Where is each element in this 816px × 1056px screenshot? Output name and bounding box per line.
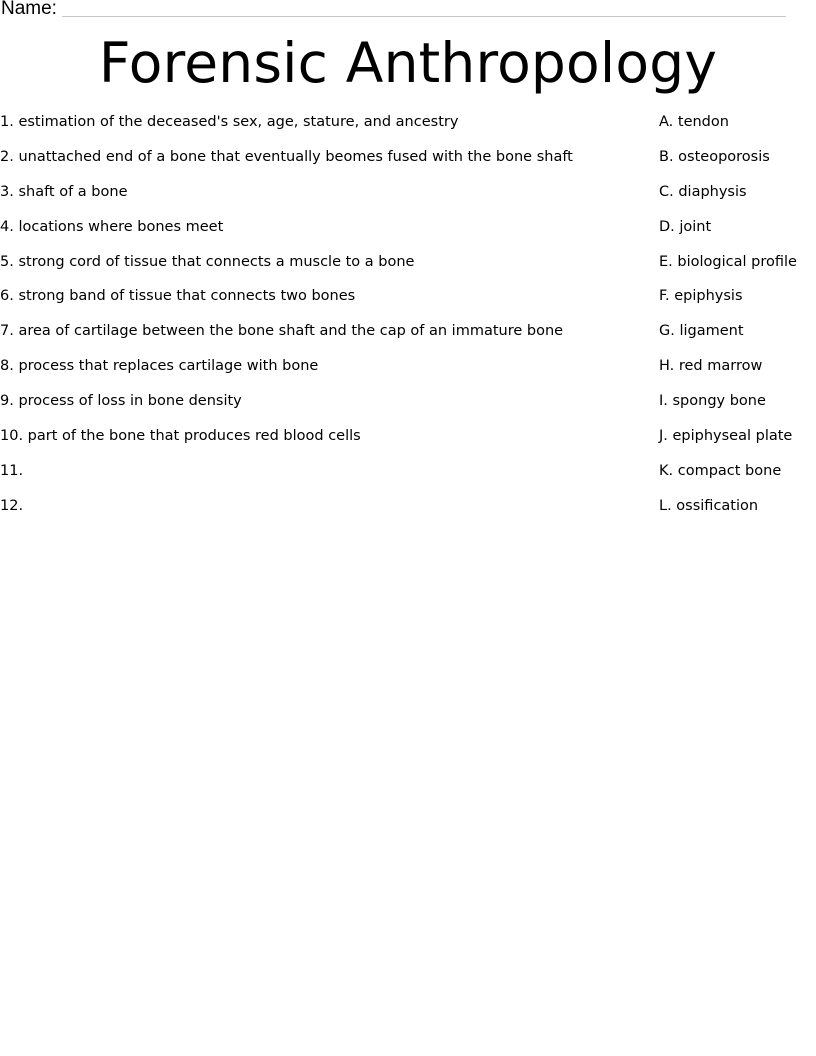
answer-item: B. osteoporosis <box>659 148 770 165</box>
answer-item: A. tendon <box>659 114 729 130</box>
answer-item: I. spongy bone <box>659 393 766 410</box>
clue-item: 7. area of cartilage between the bone shaft and the cap of an immature bone <box>0 323 564 340</box>
answer-item: D. joint <box>659 218 712 235</box>
answer-item: F. epiphysis <box>659 288 743 305</box>
answer-bank <box>659 112 816 531</box>
clue-item: 1. estimation of the deceased's sex, age, stature, and ancestry <box>0 114 459 130</box>
clue-item: 9. process of loss in bone density <box>0 393 242 410</box>
answer-item: G. ligament <box>659 323 744 340</box>
clue-item: 2. unattached end of a bone that eventually beomes fused with the bone shaft <box>0 148 573 165</box>
answer-item: H. red marrow <box>659 358 763 375</box>
clue-item: 11. <box>0 462 24 479</box>
clue-item: 12. <box>0 497 24 514</box>
name-label: Name: <box>1 0 57 19</box>
answer-item: C. diaphysis <box>659 183 747 200</box>
clue-item: 8. process that replaces cartilage with bone <box>0 358 319 375</box>
name-field-row <box>0 0 800 22</box>
answer-item: E. biological profile <box>659 253 797 270</box>
worksheet-title: Forensic Anthropology <box>98 31 718 95</box>
answer-item: J. epiphyseal plate <box>659 428 793 445</box>
clue-item: 6. strong band of tissue that connects two bones <box>0 288 356 305</box>
name-input-line[interactable] <box>62 16 786 17</box>
clue-item: 5. strong cord of tissue that connects a muscle to a bone <box>0 253 415 270</box>
clue-item: 3. shaft of a bone <box>0 183 128 200</box>
clue-item: 4. locations where bones meet <box>0 218 224 235</box>
answer-item: L. ossification <box>659 497 759 514</box>
clue-list <box>0 112 640 531</box>
answer-item: K. compact bone <box>659 462 782 479</box>
clue-item: 10. part of the bone that produces red blood cells <box>0 428 361 445</box>
